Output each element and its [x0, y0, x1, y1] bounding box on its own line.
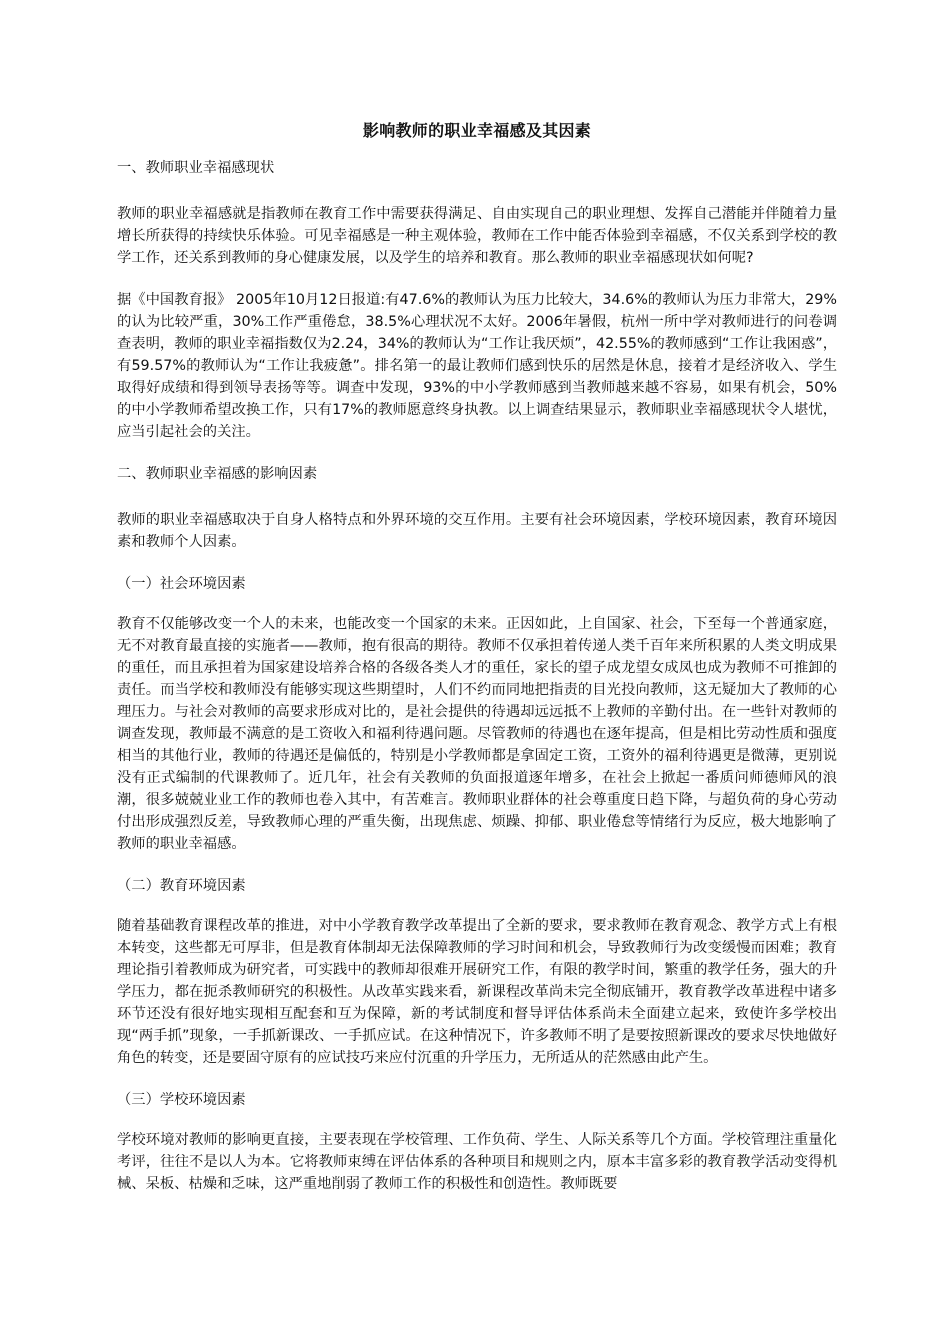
paragraph-definition: 教师的职业幸福感就是指教师在教育工作中需要获得满足、自由实现自己的职业理想、发挥自己潜能并伴随着力量增长所获得的持续快乐体验。可见幸福感是一种主观体验，教师在工作中能否体验到幸福感，不仅关系到学校的教学工作，还关系到教师的身心健康发展，以及学生的培养和教育。那么教师的职业幸福感现状如何呢? — [117, 206, 837, 266]
document-body — [117, 120, 837, 1215]
subsection-heading-education: （二）教育环境因素 — [117, 878, 246, 894]
section-heading-factors: 二、教师职业幸福感的影响因素 — [117, 466, 318, 482]
document-title: 影响教师的职业幸福感及其因素 — [362, 121, 592, 140]
paragraph-education-environment: 随着基础教育课程改革的推进，对中小学教育教学改革提出了全新的要求，要求教师在教育观念、教学方式上有根本转变，这些都无可厚非，但是教育体制却无法保障教师的学习时间和机会，导致教师行为改变缓慢而困难；教育理论指引着教师成为研究者，可实践中的教师却很难开展研究工作，有限的教学时间，繁重的教学任务，强大的升学压力，都在扼杀教师研究的积极性。从改革实践来看，新课程改革尚未完全彻底铺开，教育教学改革进程中诸多环节还没有很好地实现相互配套和互为保障，新的考试制度和督导评估体系尚未全面建立起来，致使许多学校出现“两手抓”现象，一手抓新课改、一手抓应试。在这种情况下，许多教师不明了是要按照新课改的要求尽快地做好角色的转变，还是要固守原有的应试技巧来应付沉重的升学压力，无所适从的茫然感由此产生。 — [117, 918, 837, 1066]
subsection-heading-social: （一）社会环境因素 — [117, 576, 246, 592]
section-heading-status: 一、教师职业幸福感现状 — [117, 160, 275, 176]
paragraph-social-environment: 教育不仅能够改变一个人的未来，也能改变一个国家的未来。正因如此，上自国家、社会，下至每一个普通家庭，无不对教育最直接的实施者——教师，抱有很高的期待。教师不仅承担着传递人类千百年来所积累的人类文明成果的重任，而且承担着为国家建设培养合格的各级各类人才的重任，家长的望子成龙望女成凤也成为教师不可推卸的责任。而当学校和教师没有能够实现这些期望时，人们不约而同地把指责的目光投向教师，这无疑加大了教师的心理压力。与社会对教师的高要求形成对比的，是社会提供的待遇却远远抵不上教师的辛勤付出。在一些针对教师的调查发现，教师最不满意的是工资收入和福利待遇问题。尽管教师的待遇也在逐年提高，但是相比劳动性质和强度相当的其他行业，教师的待遇还是偏低的，特别是小学教师都是拿固定工资，工资外的福利待遇更是微薄，更别说没有正式编制的代课教师了。近几年，社会有关教师的负面报道逐年增多，在社会上掀起一番质问师德师风的浪潮，很多兢兢业业工作的教师也卷入其中，有苦难言。教师职业群体的社会尊重度日趋下降，与超负荷的身心劳动付出形成强烈反差，导致教师心理的严重失衡，出现焦虑、烦躁、抑郁、职业倦怠等情绪行为反应，极大地影响了教师的职业幸福感。 — [117, 616, 837, 852]
subsection-heading-school: （三）学校环境因素 — [117, 1092, 246, 1108]
paragraph-school-environment: 学校环境对教师的影响更直接，主要表现在学校管理、工作负荷、学生、人际关系等几个方面。学校管理注重量化考评，往往不是以人为本。它将教师束缚在评估体系的各种项目和规则之内，原本丰富多彩的教育教学活动变得机械、呆板、枯燥和乏味，这严重地削弱了教师工作的积极性和创造性。教师既要 — [117, 1132, 837, 1192]
paragraph-factors-intro: 教师的职业幸福感取决于自身人格特点和外界环境的交互作用。主要有社会环境因素，学校环境因素，教育环境因素和教师个人因素。 — [117, 512, 837, 550]
paragraph-survey-data: 据《中国教育报》 2005年10月12日报道:有47.6%的教师认为压力比较大，34.6%的教师认为压力非常大，29%的认为比较严重，30%工作严重倦怠，38.5%心理状况不太好。2006年暑假，杭州一所中学对教师进行的问卷调查表明，教师的职业幸福指数仅为2.24，34%的教师认为“工作让我厌烦”，42.55%的教师感到“工作让我困惑”，有59.57%的教师认为“工作让我疲惫”。排名第一的最让教师们感到快乐的居然是休息，接着才是经济收入、学生取得好成绩和得到领导表扬等等。调查中发现，93%的中小学教师感到当教师越来越不容易，如果有机会，50%的中小学教师希望改换工作，只有17%的教师愿意终身执教。以上调查结果显示，教师职业幸福感现状令人堪忧，应当引起社会的关注。 — [117, 292, 837, 440]
